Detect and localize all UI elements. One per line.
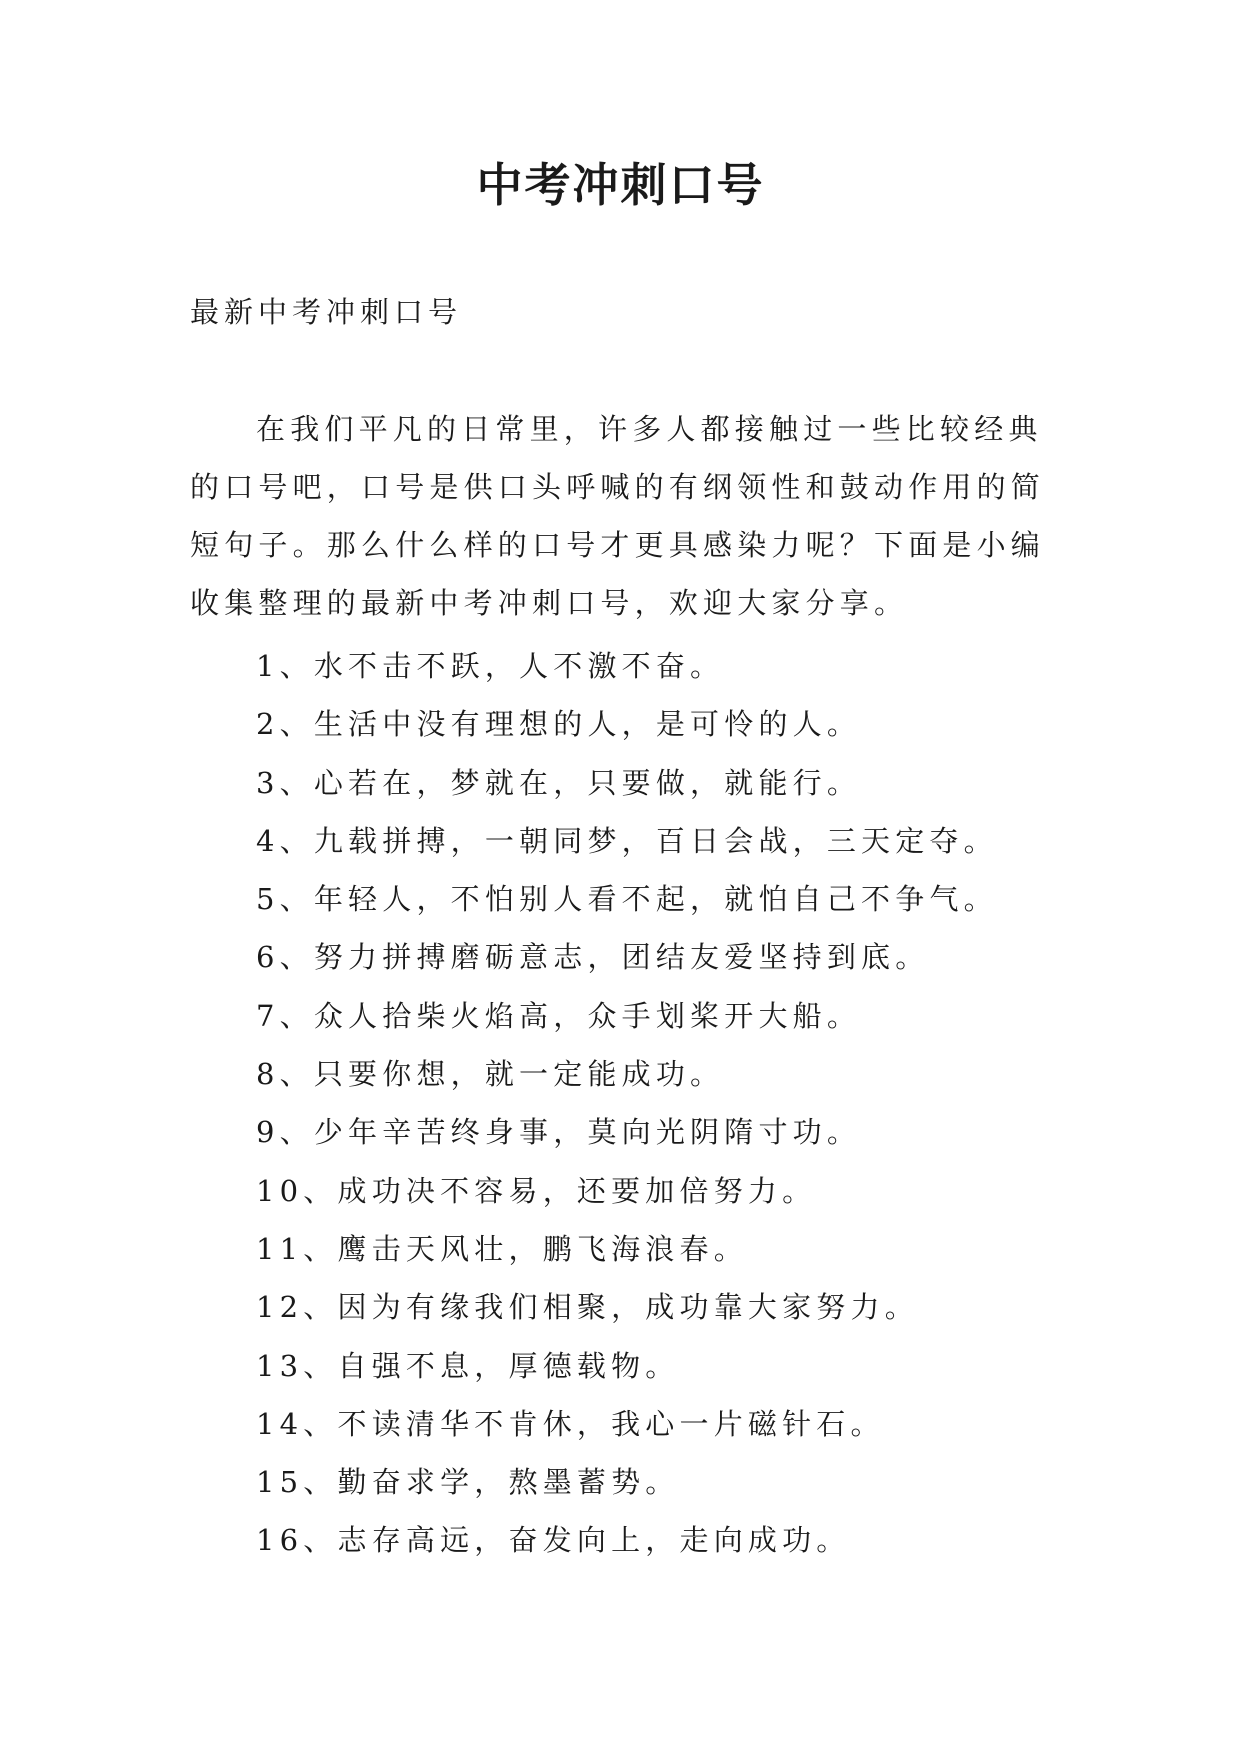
slogan-item: 3、心若在，梦就在，只要做，就能行。 bbox=[256, 765, 862, 800]
slogan-item: 2、生活中没有理想的人，是可怜的人。 bbox=[256, 707, 862, 742]
slogan-item: 1、水不击不跃，人不激不奋。 bbox=[256, 649, 725, 683]
slogan-item: 13、自强不息，厚德载物。 bbox=[256, 1348, 680, 1383]
slogan-item: 11、鹰击天风壮，鹏飞海浪春。 bbox=[256, 1231, 748, 1266]
slogan-item: 12、因为有缘我们相聚，成功靠大家努力。 bbox=[256, 1290, 919, 1325]
slogan-item: 16、志存高远，奋发向上，走向成功。 bbox=[256, 1523, 851, 1558]
document-subtitle: 最新中考冲刺口号 bbox=[190, 295, 463, 329]
slogan-item: 9、少年辛苦终身事，莫向光阴隋寸功。 bbox=[256, 1115, 862, 1150]
intro-paragraph: 在我们平凡的日常里，许多人都接触过一些比较经典的口号吧，口号是供口头呼喊的有纲领性和鼓动作用的简短句子。那么什么样的口号才更具感染力呢？下面是小编收集整理的最新中考冲刺口号，欢迎大家分享。 bbox=[190, 412, 1046, 620]
slogan-item: 6、努力拼搏磨砺意志，团结友爱坚持到底。 bbox=[256, 940, 930, 975]
slogan-item: 7、众人拾柴火焰高，众手划桨开大船。 bbox=[256, 998, 862, 1033]
slogan-item: 10、成功决不容易，还要加倍努力。 bbox=[256, 1173, 817, 1208]
slogan-item: 15、勤奋求学，熬墨蓄势。 bbox=[256, 1465, 680, 1500]
slogan-item: 14、不读清华不肯休，我心一片磁针石。 bbox=[256, 1406, 885, 1441]
slogan-list bbox=[256, 637, 998, 1570]
slogan-item: 8、只要你想，就一定能成功。 bbox=[256, 1057, 725, 1092]
slogan-item: 4、九载拼搏，一朝同梦，百日会战，三天定夺。 bbox=[256, 823, 998, 858]
document-title: 中考冲刺口号 bbox=[476, 158, 765, 212]
slogan-item: 5、年轻人，不怕别人看不起，就怕自己不争气。 bbox=[256, 882, 998, 917]
